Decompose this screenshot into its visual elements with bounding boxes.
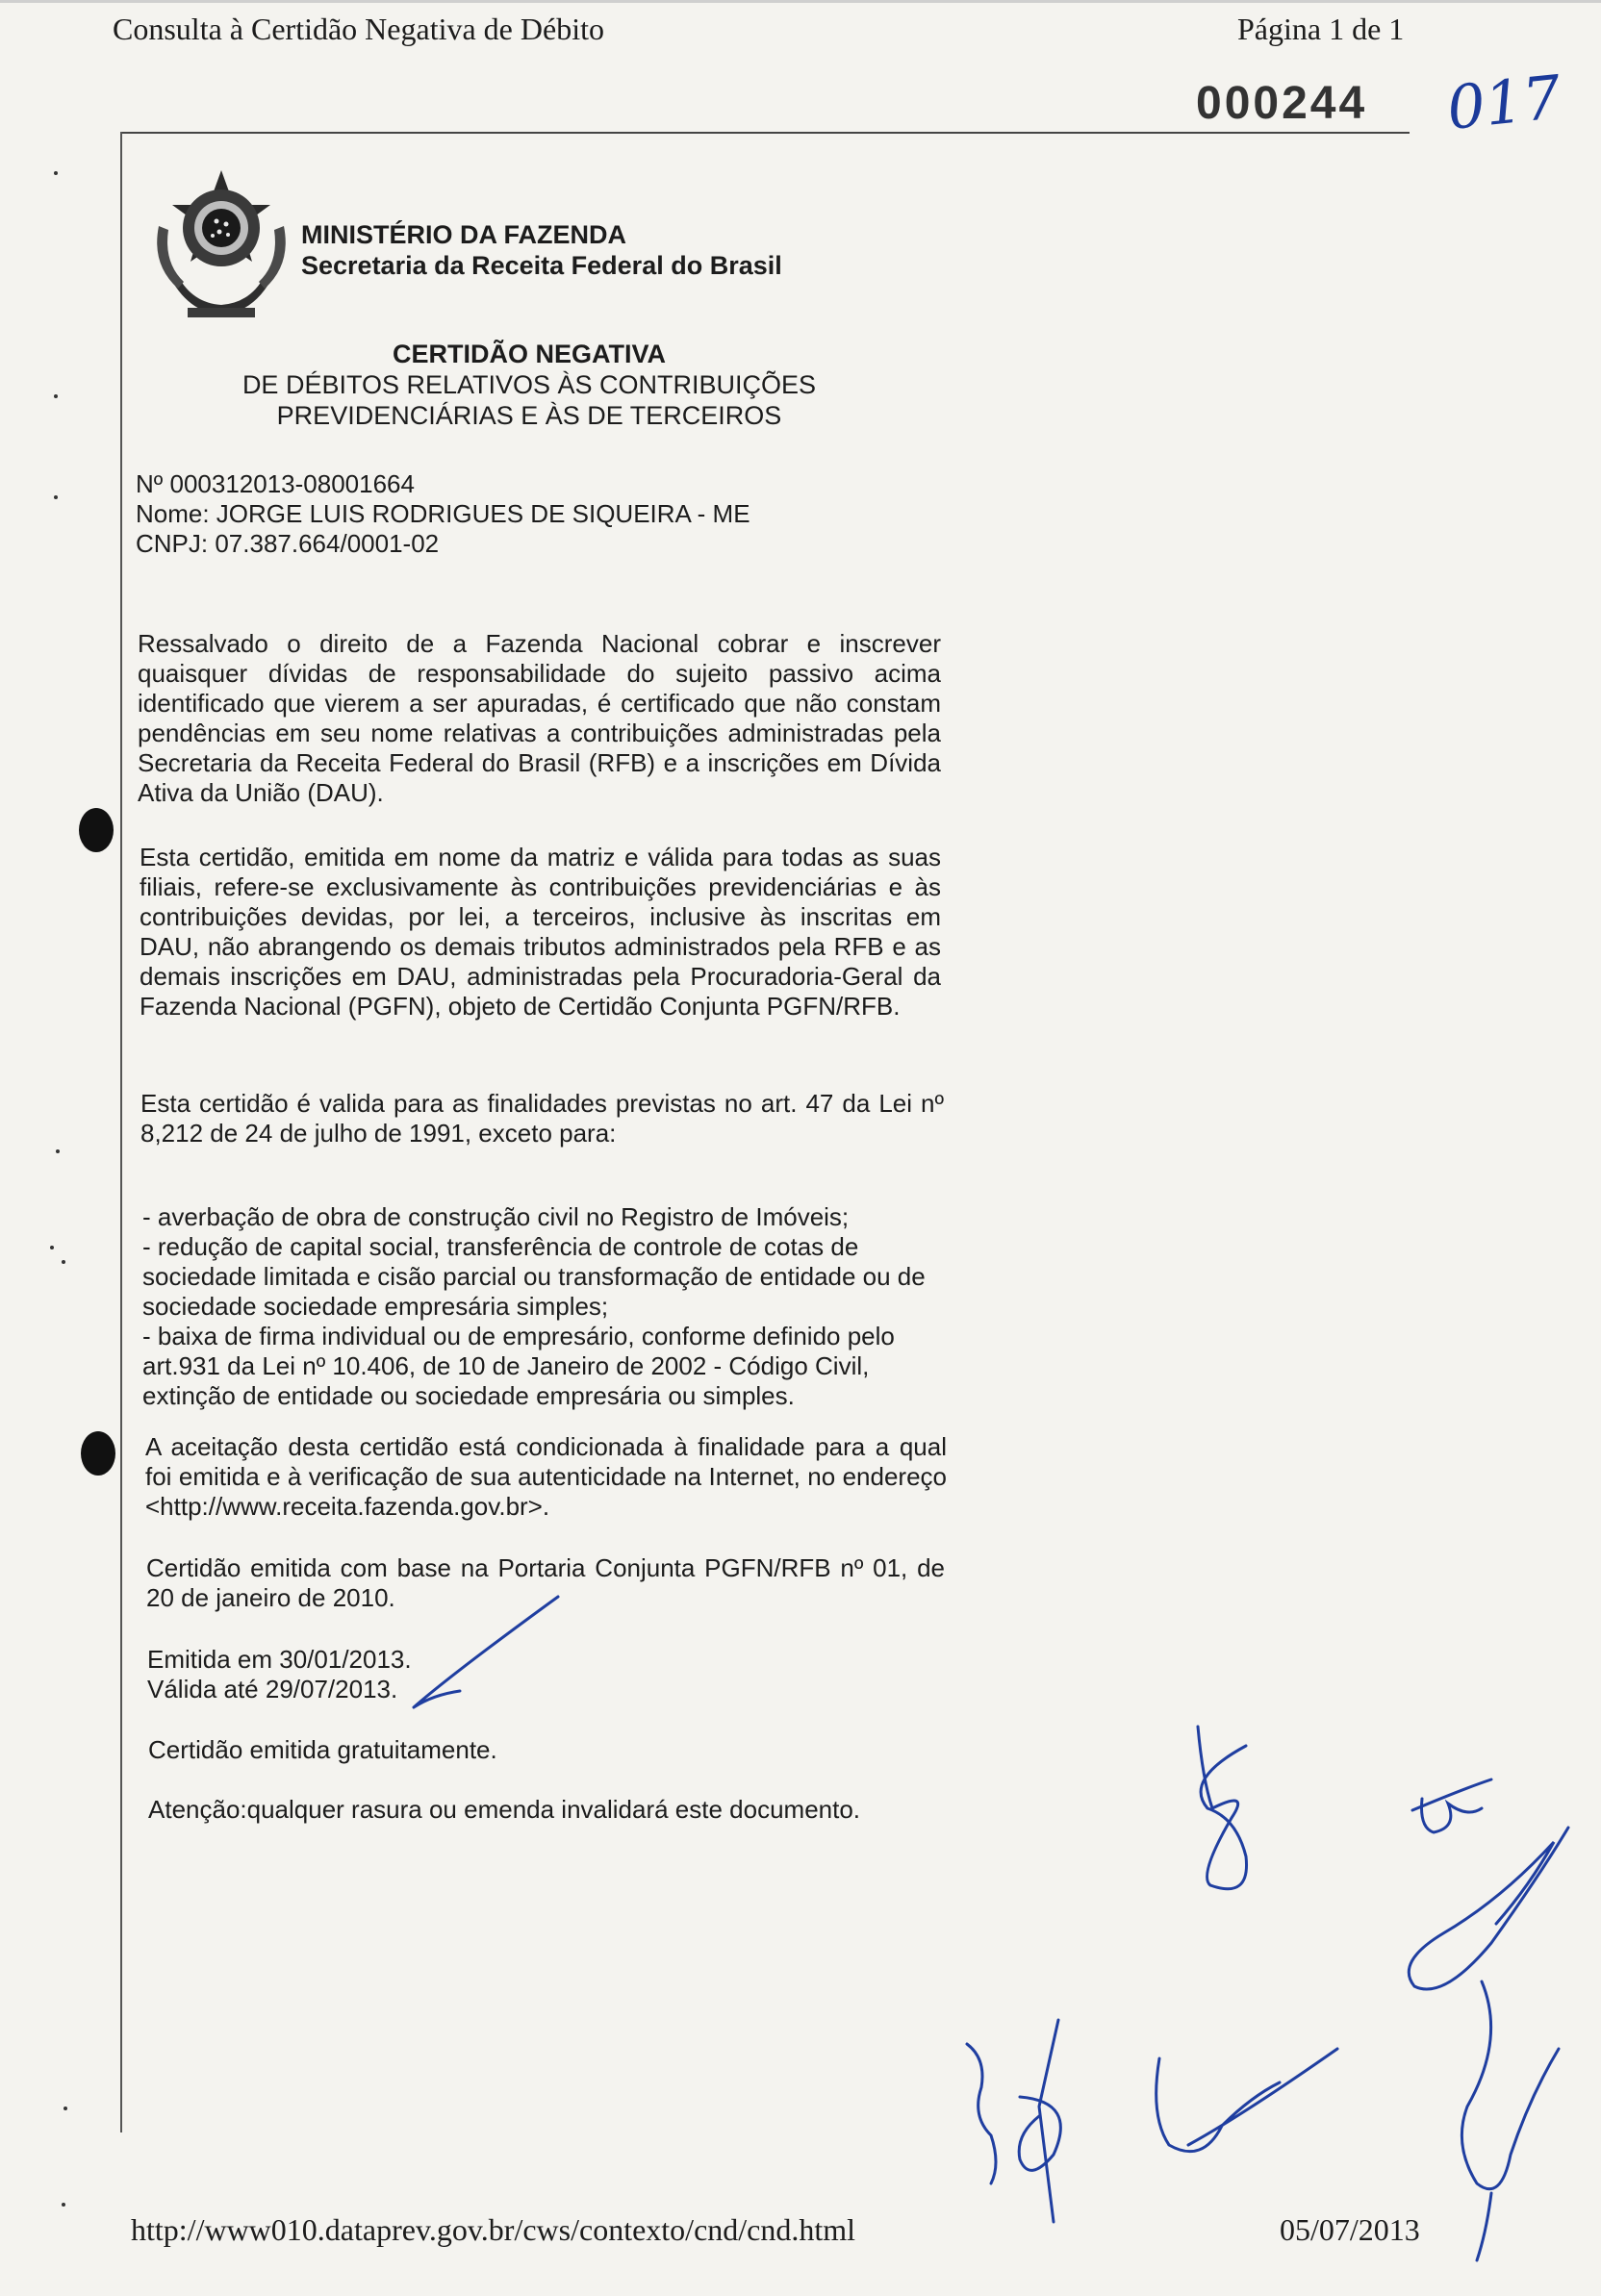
- list-item: - baixa de firma individual ou de empresário, conforme definido pelo art.931 da Lei nº 10.406, de 10 de Janeiro de 2002 - Código Civil, extinção de entidade ou sociedade empresária ou simples.: [142, 1322, 895, 1410]
- page-count: Página 1 de 1: [1237, 12, 1405, 46]
- taxpayer-cnpj: CNPJ: 07.387.664/0001-02: [136, 529, 440, 558]
- print-date: 05/07/2013: [1280, 2212, 1420, 2247]
- certificate-title-main: CERTIDÃO NEGATIVA: [392, 340, 666, 368]
- document-stamp-number: 000244: [1196, 78, 1368, 129]
- paragraph-scope: Esta certidão, emitida em nome da matriz e válida para todas as suas filiais, refere-se exclusivamente às contribuições previdenciárias e às contribuições devidas, por lei, a terceiros, inclusive às inscritas em DAU, não abrangendo os demais tributos administrados pela RFB e as demais inscrições em DAU, administradas pela Procuradoria-Geral da Fazenda Nacional (PGFN), objeto de Certidão Conjunta PGFN/RFB.: [140, 843, 941, 1021]
- secretariat-name: Secretaria da Receita Federal do Brasil: [301, 251, 782, 280]
- list-item: - averbação de obra de construção civil no Registro de Imóveis;: [142, 1202, 850, 1231]
- initial-signature: [1412, 1779, 1491, 1832]
- paragraph-legal-basis: Certidão emitida com base na Portaria Conjunta PGFN/RFB nº 01, de 20 de janeiro de 2010.: [146, 1553, 945, 1612]
- valid-until-date: Válida até 29/07/2013.: [147, 1675, 398, 1703]
- paragraph-validity: Esta certidão é valida para as finalidades previstas no art. 47 da Lei nº 8,212 de 24 de julho de 1991, exceto para:: [140, 1089, 944, 1148]
- signature-flourish: [1039, 2020, 1058, 2222]
- certificate-number: Nº 000312013-08001664: [136, 469, 415, 498]
- signature-flourish: [1156, 2049, 1337, 2152]
- signature-flourish: [1409, 1828, 1568, 1989]
- paragraph-acceptance: A aceitação desta certidão está condicionada à finalidade para a qual foi emitida e à verificação de sua autenticidade na Internet, no endereço <http://www.receita.fazenda.gov.br>.: [145, 1432, 947, 1521]
- tamper-warning: Atenção:qualquer rasura ou emenda invalidará este documento.: [148, 1795, 861, 1824]
- signature-flourish: [1461, 1981, 1559, 2260]
- list-item: - redução de capital social, transferência de controle de cotas de sociedade limitada e cisão parcial ou transformação de entidade ou de sociedade sociedade empresária simples;: [142, 1232, 926, 1321]
- browser-print-title: Consulta à Certidão Negativa de Débito: [113, 12, 604, 46]
- handwritten-folio-number: 017: [1443, 62, 1564, 143]
- paragraph-reservation: Ressalvado o direito de a Fazenda Nacional cobrar e inscrever quaisquer dívidas de responsabilidade do sujeito passivo acima identificado que vierem a ser apuradas, é certificado que não constam pendências em seu nome relativas a contribuições administradas pela Secretaria da Receita Federal do Brasil (RFB) e a inscrições em Dívida Ativa da União (DAU).: [138, 629, 941, 807]
- certificate-title-line3: PREVIDENCIÁRIAS E ÀS DE TERCEIROS: [276, 401, 782, 430]
- ministry-name: MINISTÉRIO DA FAZENDA: [301, 220, 627, 249]
- initial-signature: [1198, 1727, 1247, 1889]
- validation-tick-mark: [414, 1597, 558, 1707]
- source-url: http://www010.dataprev.gov.br/cws/contexto/cnd/cnd.html: [131, 2212, 856, 2247]
- free-issue-note: Certidão emitida gratuitamente.: [148, 1735, 497, 1764]
- issued-date: Emitida em 30/01/2013.: [147, 1645, 412, 1674]
- taxpayer-name: Nome: JORGE LUIS RODRIGUES DE SIQUEIRA - ME: [136, 499, 750, 528]
- certificate-title-line2: DE DÉBITOS RELATIVOS ÀS CONTRIBUIÇÕES: [241, 370, 817, 399]
